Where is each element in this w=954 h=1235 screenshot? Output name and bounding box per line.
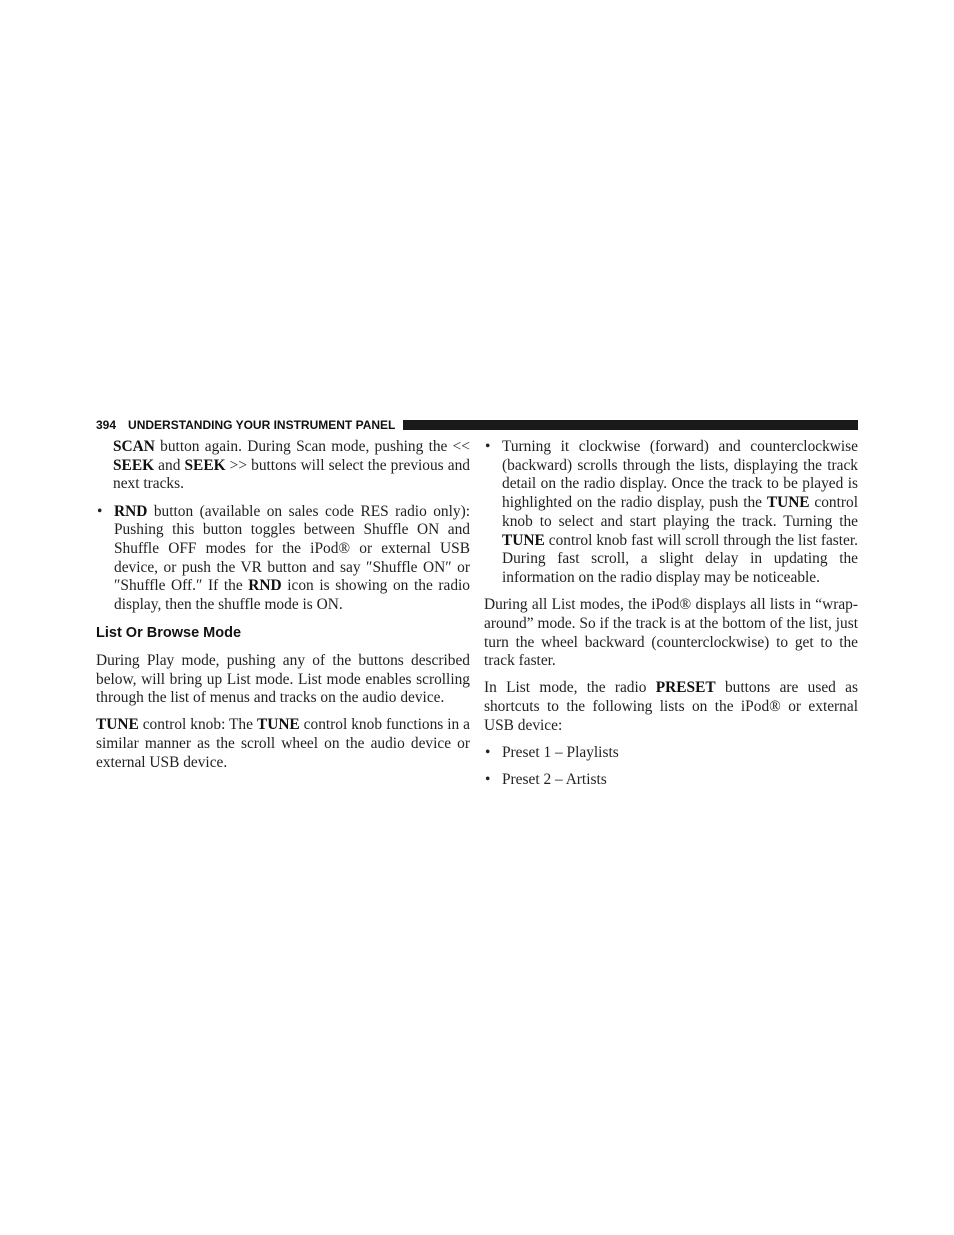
preset-item-text: Preset 1 – Playlists	[502, 744, 619, 762]
turning-bullet-item	[484, 438, 858, 588]
wrap-around-paragraph: During all List modes, the iPod® displays all lists in “wrap-around” mode. So if the track is at the bottom of the list, just turn the wheel backward (counterclockwise) to get to the track faster.	[484, 596, 858, 670]
tune-keyword: TUNE	[766, 494, 810, 512]
bullet-icon: •	[485, 438, 491, 455]
scan-continuation-paragraph: SCAN button again. During Scan mode, pushing the << SEEK and SEEK >> buttons will select the previous and next tracks.	[113, 438, 470, 493]
page-header	[96, 417, 858, 433]
seek-keyword: SEEK	[184, 456, 226, 474]
section-title: UNDERSTANDING YOUR INSTRUMENT PANEL	[128, 418, 396, 432]
tune-keyword: TUNE	[96, 716, 139, 734]
rnd-bullet-item	[96, 503, 470, 615]
bullet-icon: •	[485, 771, 491, 789]
tune-keyword: TUNE	[502, 531, 545, 549]
preset-item-text: Preset 2 – Artists	[502, 771, 607, 789]
tune-paragraph: TUNE control knob: The TUNE control knob functions in a similar manner as the scroll wheel on the audio device or external USB device.	[96, 716, 470, 771]
rnd-keyword: RND	[114, 502, 148, 520]
turning-bullet-text: Turning it clockwise (forward) and counterclockwise (backward) scrolls through the lists, displaying the track detail on the radio display. Once the track to be played is highlighted on the radio display, push the TUNE control knob to select and start playing the track. Turning the TUNE control knob fast will scroll through the list faster. During fast scroll, a slight delay in updating the information on the radio display may be noticeable.	[502, 438, 858, 586]
preset-list-item	[484, 771, 858, 790]
list-mode-paragraph: During Play mode, pushing any of the buttons described below, will bring up List mode. List mode enables scrolling through the list of menus and tracks on the audio device.	[96, 651, 470, 707]
seek-keyword: SEEK	[113, 456, 155, 474]
header-rule	[403, 420, 858, 430]
scan-keyword: SCAN	[113, 438, 155, 455]
tune-keyword: TUNE	[256, 716, 300, 734]
bullet-icon: •	[485, 744, 491, 762]
preset-list-item	[484, 744, 858, 763]
page-number: 394	[96, 418, 117, 432]
section-heading: List Or Browse Mode	[96, 624, 242, 641]
rnd-bullet-text: RND button (available on sales code RES radio only): Pushing this button toggles between Shuffle ON and Shuffle OFF modes for the iPod® or external USB device, or push the VR button and say ″Shuffle ON″ or ″Shuffle Off.″ If the RND icon is showing on the radio display, then the shuffle mode is ON.	[114, 502, 470, 614]
bullet-icon: •	[97, 502, 103, 520]
left-column	[96, 438, 470, 781]
right-column	[484, 438, 858, 798]
preset-paragraph: In List mode, the radio PRESET buttons are used as shortcuts to the following lists on the iPod® or external USB device:	[484, 679, 858, 734]
preset-keyword: PRESET	[655, 679, 716, 697]
rnd-keyword: RND	[248, 577, 282, 595]
